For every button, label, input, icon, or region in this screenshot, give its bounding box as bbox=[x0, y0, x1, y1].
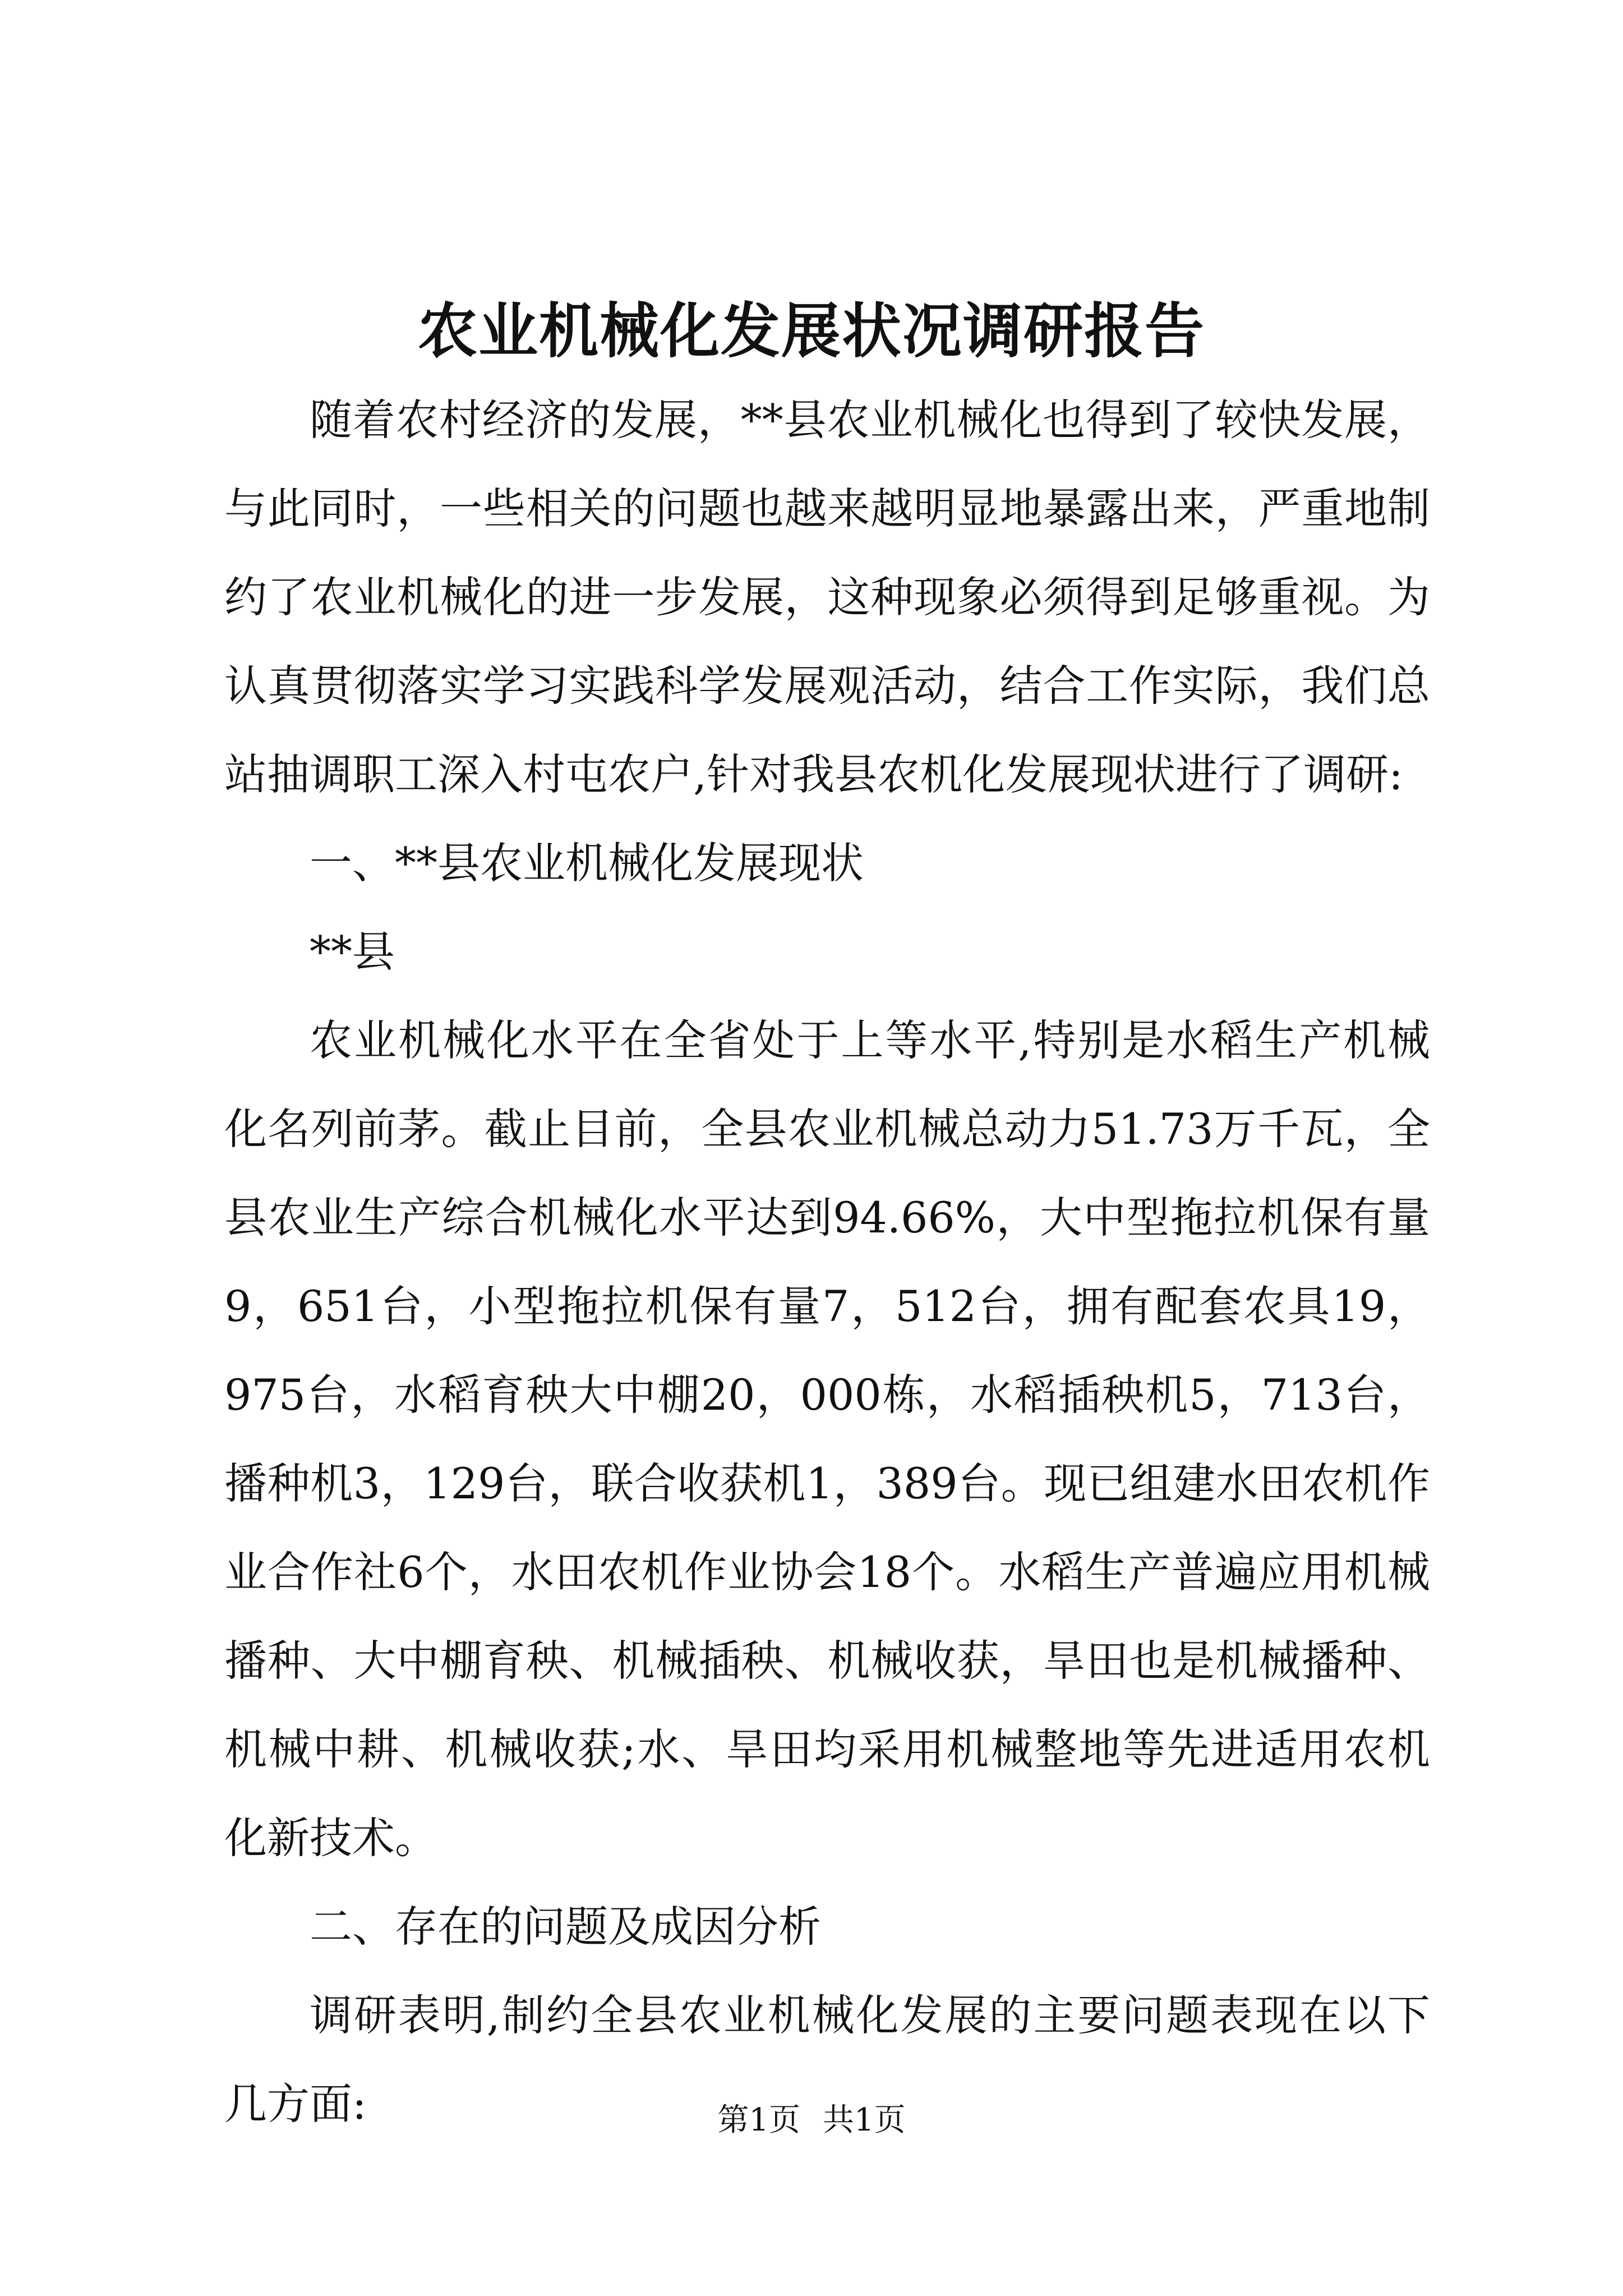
paragraph-problems: 调研表明,制约全县农业机械化发展的主要问题表现在以下几方面: bbox=[224, 1990, 1430, 2129]
page-total: 共1页 bbox=[823, 2102, 906, 2138]
page-footer bbox=[0, 2098, 1623, 2143]
page-number: 第1页 bbox=[717, 2102, 800, 2138]
paragraph-county: **县 bbox=[310, 927, 395, 977]
section-heading-2: 二、存在的问题及成因分析 bbox=[310, 1902, 821, 1952]
paragraph-status: 农业机械化水平在全省处于上等水平,特别是水稻生产机械化名列前茅。截止目前，全县农业机械总动力51.73万千瓦，全县农业生产综合机械化水平达到94.66%，大中型拖拉机保有量9，651台，小型拖拉机保有量7，512台，拥有配套农具19，975台，水稻育秧大中棚20，000栋，水稻插秧机5，713台，播种机3，129台，联合收获机1，389台。现已组建水田农机作业合作社6个，水田农机作业协会18个。水稻生产普遍应用机械播种、大中棚育秧、机械插秧、机械收获，旱田也是机械播种、机械中耕、机械收获;水、旱田均采用机械整地等先进适用农机化新技术。 bbox=[224, 1015, 1430, 1863]
section-heading-1: 一、**县农业机械化发展现状 bbox=[310, 838, 864, 888]
paragraph-intro: 随着农村经济的发展，**县农业机械化也得到了较快发展，与此同时，一些相关的问题也越来越明显地暴露出来，严重地制约了农业机械化的进一步发展，这种现象必须得到足够重视。为认真贯彻落实学习实践科学发展观活动，结合工作实际，我们总站抽调职工深入村屯农户,针对我县农机化发展现状进行了调研: bbox=[224, 395, 1430, 799]
document-title: 农业机械化发展状况调研报告 bbox=[418, 296, 1205, 366]
document-body bbox=[224, 376, 1430, 2148]
